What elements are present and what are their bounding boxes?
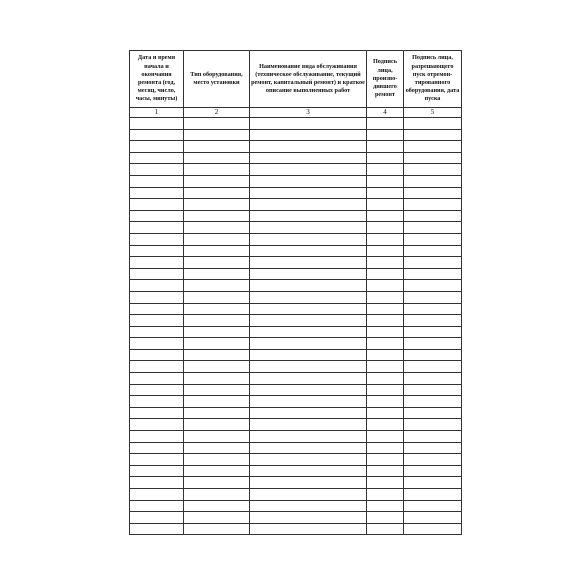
blank-cell[interactable] xyxy=(367,396,404,408)
blank-cell[interactable] xyxy=(130,233,184,245)
blank-cell[interactable] xyxy=(130,454,184,466)
blank-cell[interactable] xyxy=(404,419,462,431)
blank-cell[interactable] xyxy=(404,523,462,535)
blank-cell[interactable] xyxy=(250,268,367,280)
blank-cell[interactable] xyxy=(130,129,184,141)
blank-cell[interactable] xyxy=(250,303,367,315)
blank-cell[interactable] xyxy=(184,454,250,466)
table-row xyxy=(130,164,462,176)
blank-cell[interactable] xyxy=(130,489,184,501)
blank-cell[interactable] xyxy=(367,442,404,454)
blank-cell[interactable] xyxy=(367,512,404,524)
column-number-row xyxy=(130,108,462,118)
blank-cell[interactable] xyxy=(404,222,462,234)
blank-cell[interactable] xyxy=(184,199,250,211)
header-row xyxy=(130,51,462,108)
table-row xyxy=(130,431,462,443)
column-number: 4 xyxy=(367,108,404,118)
blank-cell[interactable] xyxy=(250,210,367,222)
blank-cell[interactable] xyxy=(250,512,367,524)
blank-cell[interactable] xyxy=(367,187,404,199)
table-row xyxy=(130,210,462,222)
blank-cell[interactable] xyxy=(250,396,367,408)
table-row xyxy=(130,118,462,130)
header-equipment-type: Тип оборудования, место установки xyxy=(184,51,250,108)
blank-cell[interactable] xyxy=(184,141,250,153)
blank-cell[interactable] xyxy=(130,152,184,164)
blank-cell[interactable] xyxy=(367,500,404,512)
blank-cell[interactable] xyxy=(404,500,462,512)
blank-cell[interactable] xyxy=(250,118,367,130)
column-number: 3 xyxy=(250,108,367,118)
blank-cell[interactable] xyxy=(130,222,184,234)
blank-cell[interactable] xyxy=(184,164,250,176)
table-row xyxy=(130,257,462,269)
blank-cell[interactable] xyxy=(404,118,462,130)
blank-cell[interactable] xyxy=(367,199,404,211)
blank-cell[interactable] xyxy=(367,384,404,396)
table-row xyxy=(130,187,462,199)
blank-cell[interactable] xyxy=(184,187,250,199)
table-row xyxy=(130,384,462,396)
blank-cell[interactable] xyxy=(184,465,250,477)
blank-cell[interactable] xyxy=(184,396,250,408)
blank-cell[interactable] xyxy=(130,268,184,280)
blank-cell[interactable] xyxy=(184,291,250,303)
blank-cell[interactable] xyxy=(250,199,367,211)
table-row xyxy=(130,280,462,292)
table-row xyxy=(130,489,462,501)
blank-cell[interactable] xyxy=(404,268,462,280)
table-row xyxy=(130,419,462,431)
blank-cell[interactable] xyxy=(367,419,404,431)
blank-cell[interactable] xyxy=(250,141,367,153)
blank-cell[interactable] xyxy=(404,164,462,176)
blank-cell[interactable] xyxy=(404,465,462,477)
table-row xyxy=(130,315,462,327)
blank-cell[interactable] xyxy=(404,280,462,292)
table-row xyxy=(130,465,462,477)
blank-cell[interactable] xyxy=(130,523,184,535)
blank-cell[interactable] xyxy=(184,477,250,489)
blank-cell[interactable] xyxy=(130,118,184,130)
blank-cell[interactable] xyxy=(250,233,367,245)
blank-cell[interactable] xyxy=(367,407,404,419)
blank-cell[interactable] xyxy=(250,454,367,466)
blank-cell[interactable] xyxy=(130,477,184,489)
blank-cell[interactable] xyxy=(367,245,404,257)
blank-cell[interactable] xyxy=(250,373,367,385)
blank-cell[interactable] xyxy=(250,384,367,396)
table-row xyxy=(130,349,462,361)
blank-cell[interactable] xyxy=(367,152,404,164)
blank-cell[interactable] xyxy=(130,465,184,477)
blank-cell[interactable] xyxy=(130,303,184,315)
blank-cell[interactable] xyxy=(367,268,404,280)
blank-cell[interactable] xyxy=(130,257,184,269)
blank-cell[interactable] xyxy=(130,280,184,292)
table-row xyxy=(130,407,462,419)
blank-cell[interactable] xyxy=(367,210,404,222)
table-row xyxy=(130,326,462,338)
blank-cell[interactable] xyxy=(130,164,184,176)
table-row xyxy=(130,222,462,234)
header-repairer-signature: Подпись лица, произво- дившего ремонт xyxy=(367,51,404,108)
blank-cell[interactable] xyxy=(130,512,184,524)
blank-cell[interactable] xyxy=(367,118,404,130)
table-row xyxy=(130,373,462,385)
blank-cell[interactable] xyxy=(404,373,462,385)
blank-cell[interactable] xyxy=(184,500,250,512)
blank-cell[interactable] xyxy=(184,210,250,222)
blank-cell[interactable] xyxy=(130,291,184,303)
table-row xyxy=(130,303,462,315)
blank-cell[interactable] xyxy=(250,245,367,257)
blank-cell[interactable] xyxy=(367,315,404,327)
blank-cell[interactable] xyxy=(130,175,184,187)
blank-cell[interactable] xyxy=(130,431,184,443)
blank-cell[interactable] xyxy=(250,500,367,512)
blank-cell[interactable] xyxy=(250,349,367,361)
blank-cell[interactable] xyxy=(404,257,462,269)
blank-cell[interactable] xyxy=(184,326,250,338)
blank-cell[interactable] xyxy=(404,199,462,211)
blank-cell[interactable] xyxy=(404,245,462,257)
repair-log-table xyxy=(129,50,462,535)
table-row xyxy=(130,129,462,141)
table-row xyxy=(130,477,462,489)
table-row xyxy=(130,338,462,350)
blank-cell[interactable] xyxy=(130,373,184,385)
blank-cell[interactable] xyxy=(184,489,250,501)
blank-cell[interactable] xyxy=(250,523,367,535)
blank-cell[interactable] xyxy=(250,257,367,269)
blank-cell[interactable] xyxy=(404,454,462,466)
blank-cell[interactable] xyxy=(130,315,184,327)
blank-cell[interactable] xyxy=(184,303,250,315)
table-row xyxy=(130,268,462,280)
blank-cell[interactable] xyxy=(130,442,184,454)
blank-cell[interactable] xyxy=(250,407,367,419)
blank-cell[interactable] xyxy=(404,141,462,153)
blank-cell[interactable] xyxy=(250,477,367,489)
blank-cell[interactable] xyxy=(367,257,404,269)
blank-cell[interactable] xyxy=(367,523,404,535)
blank-cell[interactable] xyxy=(130,210,184,222)
blank-cell[interactable] xyxy=(367,349,404,361)
blank-cell[interactable] xyxy=(184,523,250,535)
blank-cell[interactable] xyxy=(404,210,462,222)
blank-cell[interactable] xyxy=(250,419,367,431)
blank-cell[interactable] xyxy=(404,489,462,501)
blank-cell[interactable] xyxy=(130,407,184,419)
blank-cell[interactable] xyxy=(250,442,367,454)
column-number: 5 xyxy=(404,108,462,118)
blank-cell[interactable] xyxy=(250,338,367,350)
blank-cell[interactable] xyxy=(404,396,462,408)
table-row xyxy=(130,291,462,303)
blank-cell[interactable] xyxy=(367,465,404,477)
blank-cell[interactable] xyxy=(367,129,404,141)
blank-cell[interactable] xyxy=(367,222,404,234)
blank-cell[interactable] xyxy=(250,175,367,187)
blank-cell[interactable] xyxy=(404,384,462,396)
table-row xyxy=(130,396,462,408)
blank-cell[interactable] xyxy=(184,315,250,327)
table-row xyxy=(130,199,462,211)
blank-cell[interactable] xyxy=(250,187,367,199)
blank-cell[interactable] xyxy=(184,129,250,141)
blank-cell[interactable] xyxy=(250,489,367,501)
blank-cell[interactable] xyxy=(184,338,250,350)
blank-cell[interactable] xyxy=(404,442,462,454)
blank-cell[interactable] xyxy=(367,326,404,338)
blank-cell[interactable] xyxy=(367,141,404,153)
blank-cell[interactable] xyxy=(250,361,367,373)
table-row xyxy=(130,233,462,245)
table-row xyxy=(130,141,462,153)
blank-cell[interactable] xyxy=(404,175,462,187)
table-row xyxy=(130,500,462,512)
blank-cell[interactable] xyxy=(250,222,367,234)
blank-cell[interactable] xyxy=(130,338,184,350)
blank-cell[interactable] xyxy=(404,361,462,373)
blank-cell[interactable] xyxy=(250,291,367,303)
blank-cell[interactable] xyxy=(184,431,250,443)
blank-cell[interactable] xyxy=(404,349,462,361)
blank-cell[interactable] xyxy=(250,326,367,338)
blank-cell[interactable] xyxy=(250,129,367,141)
blank-cell[interactable] xyxy=(184,512,250,524)
blank-cell[interactable] xyxy=(184,373,250,385)
blank-cell[interactable] xyxy=(404,326,462,338)
blank-cell[interactable] xyxy=(184,152,250,164)
blank-cell[interactable] xyxy=(404,233,462,245)
blank-cell[interactable] xyxy=(367,477,404,489)
blank-cell[interactable] xyxy=(184,361,250,373)
blank-cell[interactable] xyxy=(367,361,404,373)
blank-cell[interactable] xyxy=(130,349,184,361)
table-row xyxy=(130,175,462,187)
blank-cell[interactable] xyxy=(184,280,250,292)
blank-cell[interactable] xyxy=(404,431,462,443)
blank-cell[interactable] xyxy=(184,407,250,419)
blank-cell[interactable] xyxy=(404,129,462,141)
header-repair-datetime: Дата и время начала и окончания ремонта (год, месяц, число, часы, минуты) xyxy=(130,51,184,108)
form-sheet xyxy=(129,50,461,536)
blank-cell[interactable] xyxy=(130,384,184,396)
blank-cell[interactable] xyxy=(404,512,462,524)
blank-cell[interactable] xyxy=(367,280,404,292)
blank-cell[interactable] xyxy=(184,175,250,187)
blank-cell[interactable] xyxy=(130,141,184,153)
table-row xyxy=(130,512,462,524)
blank-cell[interactable] xyxy=(130,245,184,257)
blank-cell[interactable] xyxy=(184,349,250,361)
table-row xyxy=(130,152,462,164)
table-row xyxy=(130,454,462,466)
blank-cell[interactable] xyxy=(250,465,367,477)
header-approver-signature: Подпись лица, разрешающего пуск отремон- тированного оборудования, дата пуска xyxy=(404,51,462,108)
column-number: 1 xyxy=(130,108,184,118)
blank-cell[interactable] xyxy=(250,431,367,443)
blank-cell[interactable] xyxy=(250,164,367,176)
blank-cell[interactable] xyxy=(367,233,404,245)
blank-cell[interactable] xyxy=(130,326,184,338)
column-number: 2 xyxy=(184,108,250,118)
blank-cell[interactable] xyxy=(367,164,404,176)
blank-cell[interactable] xyxy=(404,338,462,350)
blank-cell[interactable] xyxy=(184,442,250,454)
blank-cell[interactable] xyxy=(184,118,250,130)
blank-cell[interactable] xyxy=(367,431,404,443)
blank-cell[interactable] xyxy=(404,477,462,489)
blank-cell[interactable] xyxy=(250,152,367,164)
blank-cell[interactable] xyxy=(367,489,404,501)
table-row xyxy=(130,442,462,454)
blank-cell[interactable] xyxy=(250,280,367,292)
blank-cell[interactable] xyxy=(404,187,462,199)
blank-cell[interactable] xyxy=(184,419,250,431)
blank-cell[interactable] xyxy=(184,233,250,245)
blank-cell[interactable] xyxy=(404,303,462,315)
blank-cell[interactable] xyxy=(404,407,462,419)
blank-cell[interactable] xyxy=(184,384,250,396)
blank-cell[interactable] xyxy=(367,373,404,385)
table-row xyxy=(130,361,462,373)
blank-cell[interactable] xyxy=(130,419,184,431)
blank-cell[interactable] xyxy=(184,268,250,280)
blank-cell[interactable] xyxy=(184,222,250,234)
blank-cell[interactable] xyxy=(367,303,404,315)
table-row xyxy=(130,523,462,535)
blank-cell[interactable] xyxy=(130,199,184,211)
blank-cell[interactable] xyxy=(404,315,462,327)
blank-cell[interactable] xyxy=(130,396,184,408)
table-row xyxy=(130,245,462,257)
blank-cell[interactable] xyxy=(250,315,367,327)
blank-cell[interactable] xyxy=(130,361,184,373)
blank-cell[interactable] xyxy=(184,245,250,257)
header-service-description: Наименование вида обслуживания (техническое обслуживание, текущий ремонт, капитальный ремонт) и краткое описание выполненных работ xyxy=(250,51,367,108)
blank-cell[interactable] xyxy=(184,257,250,269)
blank-cell[interactable] xyxy=(404,152,462,164)
blank-cell[interactable] xyxy=(130,500,184,512)
blank-cell[interactable] xyxy=(367,338,404,350)
log-body xyxy=(130,118,462,535)
blank-cell[interactable] xyxy=(367,291,404,303)
blank-cell[interactable] xyxy=(130,187,184,199)
blank-cell[interactable] xyxy=(367,454,404,466)
blank-cell[interactable] xyxy=(367,175,404,187)
blank-cell[interactable] xyxy=(404,291,462,303)
